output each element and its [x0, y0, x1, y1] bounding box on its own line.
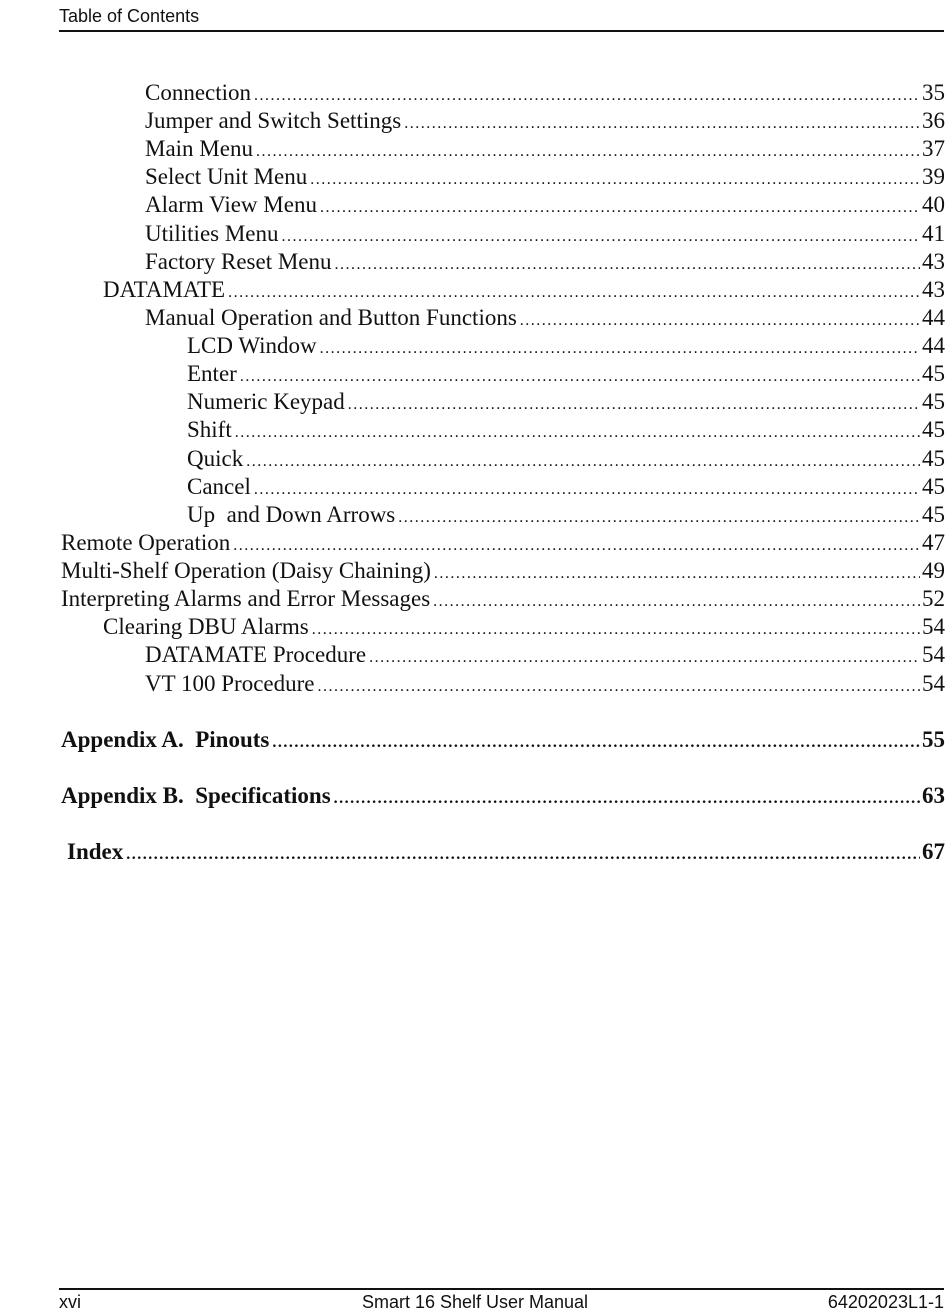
toc-page-number: 67: [922, 839, 945, 864]
toc-entry[interactable]: [145, 248, 945, 276]
toc-entry[interactable]: [61, 585, 945, 613]
toc-page-number: 52: [922, 586, 945, 611]
toc-entry-label: Select Unit Menu: [145, 164, 308, 189]
toc-page-number: 44: [922, 333, 945, 358]
dot-leader: [126, 841, 920, 869]
toc-entry[interactable]: [187, 501, 945, 529]
running-header: Table of Contents: [59, 6, 200, 26]
dot-leader: [520, 307, 920, 335]
toc-entry-label: DATAMATE: [103, 277, 226, 302]
toc-page-number: 63: [922, 783, 945, 808]
toc-entry-label: Quick: [187, 446, 244, 471]
dot-leader: [246, 448, 920, 476]
toc-entry-label: Index: [67, 839, 124, 864]
dot-leader: [235, 419, 920, 447]
toc-entry-label: Shift: [187, 417, 232, 442]
dot-leader: [256, 138, 920, 166]
toc-page-number: 54: [922, 642, 945, 667]
toc-entry[interactable]: [145, 163, 945, 191]
toc-entry[interactable]: [187, 473, 945, 501]
toc-page-number: 45: [922, 389, 945, 414]
toc-entry-label: LCD Window: [187, 333, 317, 358]
toc-entry-label: Alarm View Menu: [145, 192, 317, 217]
toc-page-number: 37: [922, 136, 945, 161]
toc-entry-label: Enter: [187, 361, 237, 386]
dot-leader: [254, 82, 920, 110]
toc-entry-label: Appendix B. Specifications: [61, 783, 331, 808]
toc-index-entry[interactable]: [67, 838, 945, 866]
toc-page-number: 45: [922, 361, 945, 386]
toc-entry[interactable]: [187, 445, 945, 473]
dot-leader: [335, 251, 920, 279]
toc-entry-label: Interpreting Alarms and Error Messages: [61, 586, 431, 611]
toc-entry-label: Manual Operation and Button Functions: [145, 305, 517, 330]
toc-entry[interactable]: [145, 191, 945, 219]
toc-page-number: 45: [922, 502, 945, 527]
toc-entry[interactable]: [145, 79, 945, 107]
dot-leader: [310, 166, 920, 194]
toc-entry[interactable]: [145, 670, 945, 698]
toc-entry-label: DATAMATE Procedure: [145, 642, 367, 667]
toc-entry[interactable]: [145, 304, 945, 332]
toc-page-number: 43: [922, 277, 945, 302]
toc-page-number: 35: [922, 80, 945, 105]
toc-entry[interactable]: [145, 135, 945, 163]
footer-page-number: xvi: [59, 1292, 81, 1312]
toc-entry-label: Main Menu: [145, 136, 253, 161]
toc-entry-label: Cancel: [187, 474, 251, 499]
toc-page-number: 45: [922, 446, 945, 471]
toc-appendix-entry[interactable]: [61, 726, 945, 754]
toc-page-number: 43: [922, 249, 945, 274]
toc-entry-label: Connection: [145, 80, 252, 105]
toc-entry-label: VT 100 Procedure: [145, 671, 315, 696]
toc-entry[interactable]: [103, 613, 945, 641]
dot-leader: [272, 729, 920, 757]
dot-leader: [317, 673, 920, 701]
dot-leader: [254, 476, 920, 504]
dot-leader: [334, 785, 920, 813]
toc-page-number: 36: [922, 108, 945, 133]
toc-page-number: 55: [922, 727, 945, 752]
toc-entry[interactable]: [61, 529, 945, 557]
dot-leader: [348, 391, 920, 419]
toc-entry[interactable]: [103, 276, 945, 304]
toc-page-number: 49: [922, 558, 945, 583]
dot-leader: [434, 560, 920, 588]
toc-page-number: 39: [922, 164, 945, 189]
toc-entry[interactable]: [187, 332, 945, 360]
dot-leader: [369, 644, 920, 672]
toc-entry[interactable]: [145, 641, 945, 669]
toc-entry[interactable]: [61, 557, 945, 585]
header-rule: [59, 30, 944, 32]
toc-entry-label: Multi-Shelf Operation (Daisy Chaining): [61, 558, 431, 583]
dot-leader: [320, 194, 920, 222]
dot-leader: [404, 110, 920, 138]
toc-entry-label: Jumper and Switch Settings: [145, 108, 402, 133]
toc-page-number: 45: [922, 417, 945, 442]
toc-entry[interactable]: [187, 416, 945, 444]
dot-leader: [398, 504, 920, 532]
dot-leader: [240, 363, 920, 391]
dot-leader: [282, 223, 920, 251]
footer-rule: [59, 1288, 944, 1290]
footer-manual-title: Smart 16 Shelf User Manual: [361, 1292, 589, 1312]
toc-entry-label: Utilities Menu: [145, 221, 279, 246]
toc-appendix-entry[interactable]: [61, 782, 945, 810]
toc-entry[interactable]: [145, 220, 945, 248]
toc-page-number: 41: [922, 221, 945, 246]
toc-page-number: 54: [922, 671, 945, 696]
toc-page-number: 44: [922, 305, 945, 330]
toc-entry[interactable]: [145, 107, 945, 135]
toc-entry-label: Factory Reset Menu: [145, 249, 332, 274]
toc-page-number: 54: [922, 614, 945, 639]
dot-leader: [433, 588, 920, 616]
toc-entry[interactable]: [187, 360, 945, 388]
toc-entry-label: Up and Down Arrows: [187, 502, 396, 527]
toc-entry[interactable]: [187, 388, 945, 416]
toc-entry-label: Appendix A. Pinouts: [61, 727, 270, 752]
toc-entry-label: Clearing DBU Alarms: [103, 614, 309, 639]
dot-leader: [228, 279, 920, 307]
dot-leader: [312, 616, 920, 644]
toc-entry-label: Remote Operation: [61, 530, 231, 555]
toc-page-number: 40: [922, 192, 945, 217]
footer-document-number: 64202023L1-1: [827, 1292, 944, 1312]
toc-entry-label: Numeric Keypad: [187, 389, 345, 414]
dot-leader: [233, 532, 920, 560]
toc-page-number: 47: [922, 530, 945, 555]
dot-leader: [320, 335, 920, 363]
toc-page-number: 45: [922, 474, 945, 499]
